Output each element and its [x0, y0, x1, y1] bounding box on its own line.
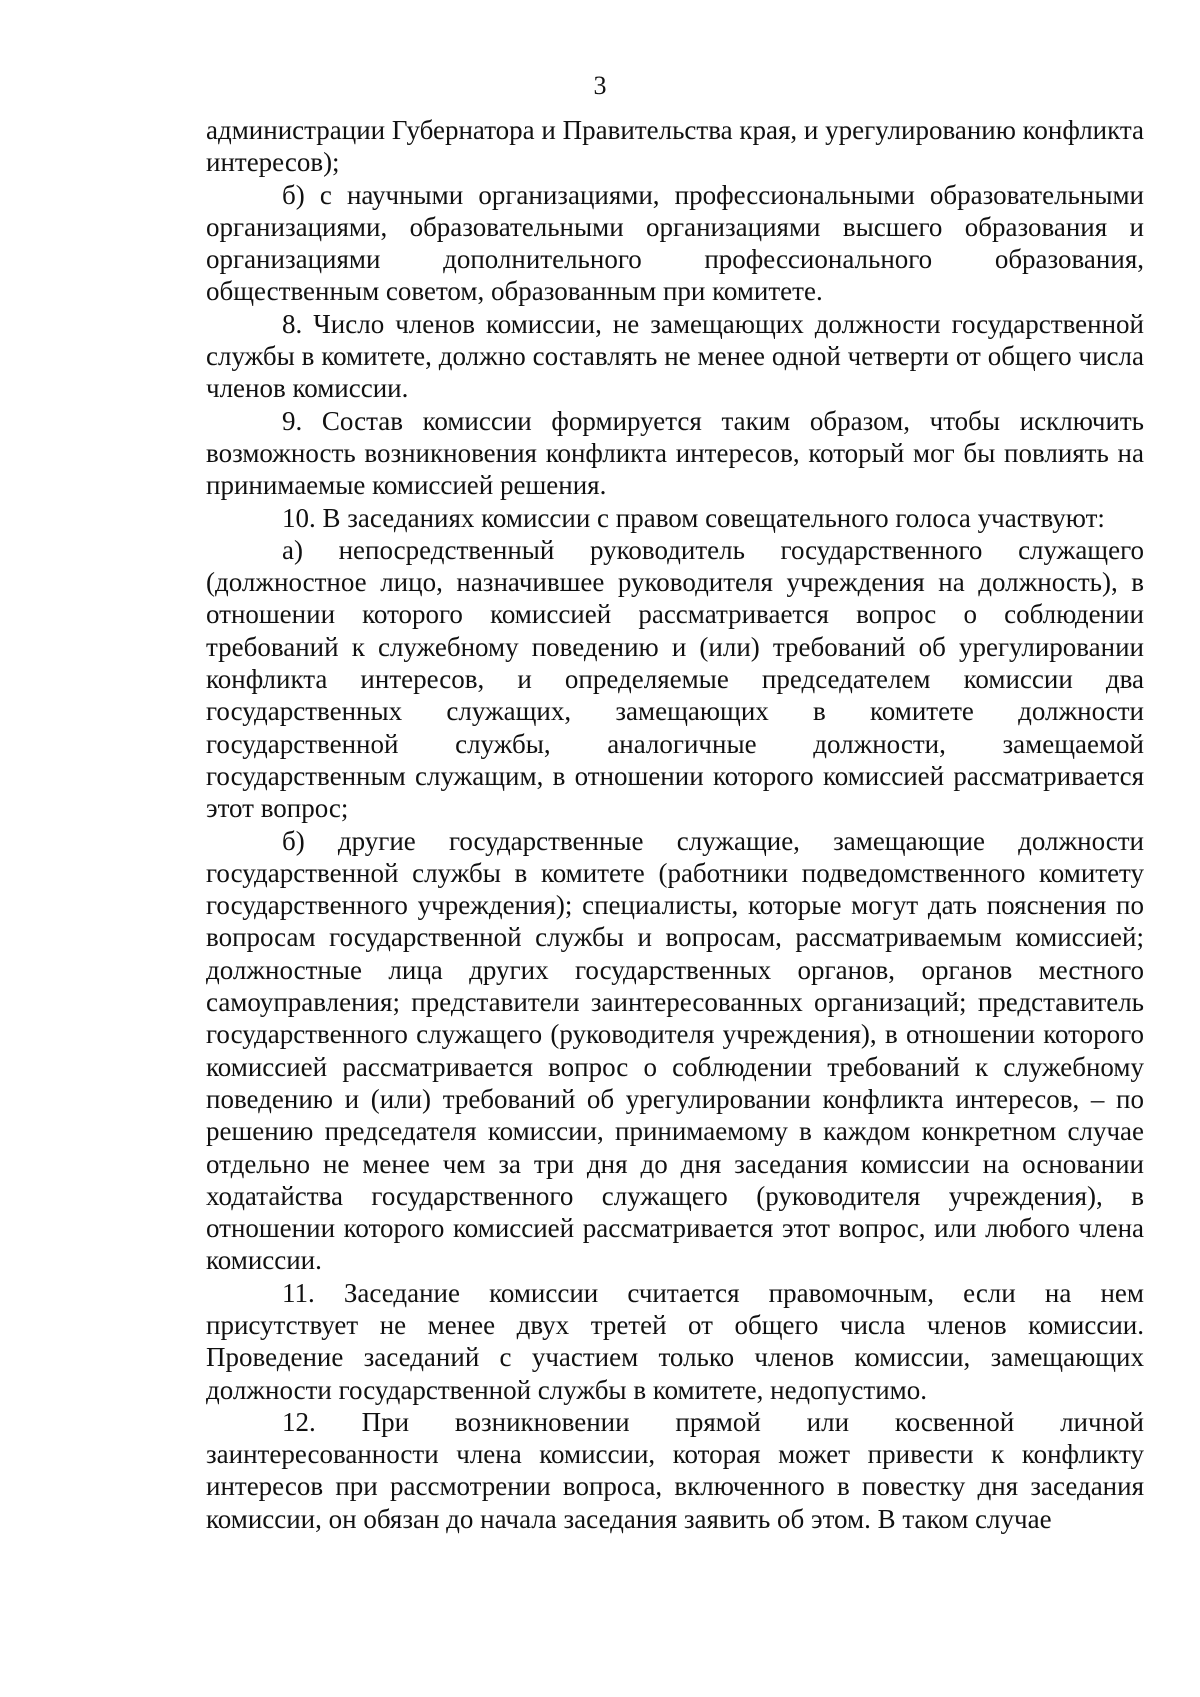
- paragraph-9: 9. Состав комиссии формируется таким образом, чтобы исключить возможность возникновения конфликта интересов, который мог бы повлиять на принимаемые комиссией решения.: [206, 405, 1144, 501]
- page-number: 3: [593, 71, 607, 100]
- paragraph-10a: а) непосредственный руководитель государственного служащего (должностное лицо, назначившее руководителя учреждения на должность), в отношении которого комиссией рассматривается вопрос о соблюдении требований к служебному поведению и (или) требований об урегулировании конфликта интересов, и определяемые председателем комиссии два государственных служащих, замещающих в комитете должности государственной службы, аналогичные должности, замещаемой государственным служащим, в отношении которого комиссией рассматривается этот вопрос;: [206, 534, 1144, 824]
- document-body: [206, 114, 1144, 1535]
- paragraph-11: 11. Заседание комиссии считается правомочным, если на нем присутствует не менее двух третей от общего числа членов комиссии. Проведение заседаний с участием только членов комиссии, замещающих должности государственной службы в комитете, недопустимо.: [206, 1277, 1144, 1405]
- paragraph-continuation: администрации Губернатора и Правительства края, и урегулированию конфликта интересов);: [206, 115, 1144, 178]
- paragraph-10b: б) другие государственные служащие, замещающие должности государственной службы в комитете (работники подведомственного комитету государственного учреждения); специалисты, которые могут дать пояснения по вопросам государственной службы и вопросам, рассматриваемым комиссией; должностные лица других государственных органов, органов местного самоуправления; представители заинтересованных организаций; представитель государственного служащего (руководителя учреждения), в отношении которого комиссией рассматривается вопрос о соблюдении требований к служебному поведению и (или) требований об урегулировании конфликта интересов, – по решению председателя комиссии, принимаемому в каждом конкретном случае отдельно не менее чем за три дня до дня заседания комиссии на основании ходатайства государственного служащего (руководителя учреждения), в отношении которого комиссией рассматривается этот вопрос, или любого члена комиссии.: [206, 825, 1144, 1276]
- paragraph-10: 10. В заседаниях комиссии с правом совещательного голоса участвуют:: [282, 502, 1105, 533]
- paragraph-7b: б) с научными организациями, профессиональными образовательными организациями, образовательными организациями высшего образования и организациями дополнительного профессионального образования, общественным советом, образованным при комитете.: [206, 179, 1144, 307]
- paragraph-8: 8. Число членов комиссии, не замещающих должности государственной службы в комитете, должно составлять не менее одной четверти от общего числа членов комиссии.: [206, 308, 1144, 404]
- paragraph-12: 12. При возникновении прямой или косвенной личной заинтересованности члена комиссии, которая может привести к конфликту интересов при рассмотрении вопроса, включенного в повестку дня заседания комиссии, он обязан до начала заседания заявить об этом. В таком случае: [206, 1406, 1144, 1534]
